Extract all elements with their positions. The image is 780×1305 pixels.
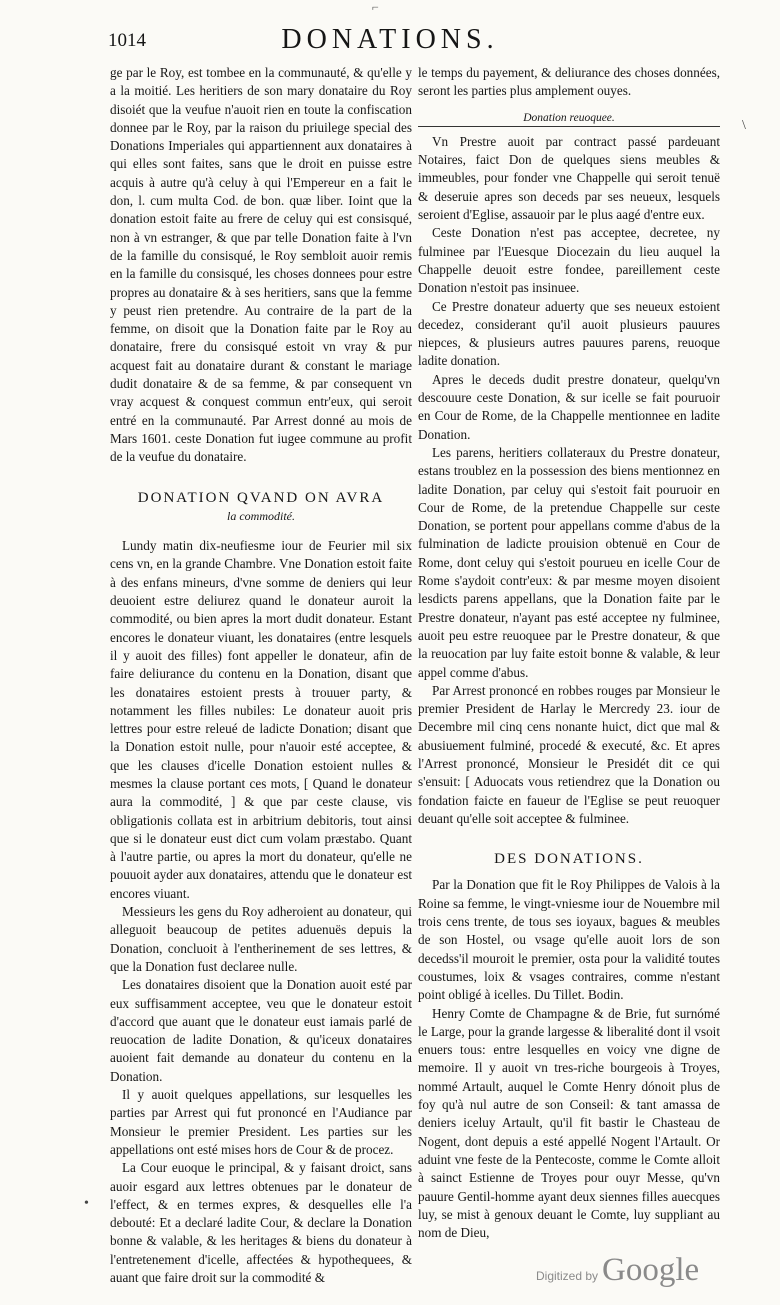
section-heading-sub: la commodité. (227, 508, 295, 523)
spacer (418, 828, 720, 840)
paragraph: Lundy matin dix-neufiesme iour de Feurier mil six cens vn, en la grande Chambre. Vne Donation estoit faite à des enfans mineurs, d'vne somme de deniers qui leur deuoient estre deliurez quand le donateur auroit la commodité, ou bien apres la mort dudit donateur. Estant encores le donateur viuant, les donataires (entre lesquels il y auoit des filles) font appeller le donateur, afin de faire deliurance du contenu en la Donation, disant que les donataires estoient prests à trouuer party, & notamment les filles nubiles: Le donateur auoit pris lettres pour estre releué de ladicte Donation; disant que la Donation estoit nulle, pour n'auoir esté acceptee, & que les clauses d'icelle Donation estoient nulles & mesmes la clause portant ces mots, [ Quand le donateur aura la commodité, ] & que par ceste clause, vis obligationis collata est in arbitrium debitoris, tout ainsi que si le donateur eust dict cum volam præstabo. Quant à l'autre partie, ou apres la mort du donateur, qu'elle ne pouuoit ayder aux donataires, attendu que le donateur est encores viuant. (110, 538, 412, 901)
spacer (418, 868, 720, 876)
paragraph: La Cour euoque le principal, & y faisant droict, sans auoir esgard aux lettres obtenues par le donateur de l'effect, & en termes expres, & desquelles elle l'a debouté: Et a declaré ladite Cour, & declare la Donation bonne & valable, & les heritages & biens du donateur à l'entretenement d'icelle, affectées & hypothequees, & auant que faire droit sur la commodité & (110, 1160, 412, 1285)
digitized-by-google-watermark (536, 1252, 699, 1289)
margin-mark: ⌐ (372, 0, 379, 14)
section-heading: DONATION QVAND ON AVRA (137, 489, 385, 506)
spacer (110, 529, 412, 537)
section-heading: DES DONATIONS. (494, 851, 644, 868)
paragraph: Par Arrest prononcé en robbes rouges par Monsieur le premier President de Harlay le Mercredy 23. iour de Decembre mil cinq cens nonante huict, dict que mal & abusiuement fulminé, procedé & executé, &c. Et apres l'Arrest prononcé, Monsieur le Presidét dit ce qui s'ensuit: [ Aduocats vous retiendrez que la Donation ou fondation faicte en faueur de l'Eglise se peut reuoquer deuant qu'elle soit acceptee & fulminee. (418, 682, 720, 826)
paragraph: Ceste Donation n'est pas acceptee, decretee, ny fulminee par l'Euesque Diocezain du lieu auquel la Chappelle deuoit estre fondee, pareillement ceste Donation n'estoit pas insinuee. (418, 225, 720, 296)
paragraph: Apres le deceds dudit prestre donateur, quelqu'vn descouure ceste Donation, & sur icelle se fait pouruoir en Cour de Rome, de la Chappelle mentionnee en ladite Donation. (418, 371, 720, 442)
rule-line (418, 126, 720, 127)
subheading: Donation reuoquee. (523, 111, 615, 124)
watermark-brand: Google (602, 1252, 700, 1288)
paragraph-continued: le temps du payement, & deliurance des choses données, seront les parties plus amplement ouyes. (418, 65, 720, 99)
paragraph: Les parens, heritiers collateraux du Prestre donateur, estans troublez en la possession des biens mentionnez en ladite Donation, par celuy qui s'estoit fait pouruoir en Cour de Rome, de la pretendue Chappelle sur ceste Donation, se portent pour appellans comme d'abus de la fulmination de ladicte prouision obtenuë en Cour de Rome, dont celuy qui s'estoit pourueu en icelle Cour de Rome s'aydoit contr'eux: & par mesme moyen disoient lesdicts parens appellans, que la Donation faite par le Prestre donateur, n'ayant pas esté acceptee ny fulminee, auoit peu estre reuoquee par le Prestre donateur, & que la reuocation par luy faite estoit bonne & valable, & leur appel comme d'abus. (418, 444, 720, 680)
watermark-prefix: Digitized by (536, 1269, 599, 1283)
page-number: 1014 (108, 30, 146, 51)
paragraph-continued: ge par le Roy, est tombee en la communauté, & qu'elle y a la moitié. Les heritiers de son mary donataire du Roy disoiét que la veufue n'auoit rien en toute la confiscation donnee par le Roy, par la raison du priuilege special des Donations Imperiales qui appartiennent aux donataires à qui elles sont faites, sans que le droit en puisse estre acquis à autre qu'à celuy à qui l'Empereur en a fait le don, l. cum multa Cod. de bon. quæ liber. Ioint que la donation estoit faite au frere de celuy qui est consisqué, non à vn estranger, & que par telle Donation faite à l'vn de la famille du consisqué, le Roy sembloit auoir remis en la famille du consisqué, les choses donnees pour estre propres au donataire & à ses heritiers, sans que la femme y peust rien pretendre. Au contraire de la part de la femme, on disoit que la Donation faite par le Roy au donataire, frere du consisqué estoit vn vray & pur acquest fait au donataire durant & constant le mariage dudit donataire & de sa femme, & par consequent vn vray acquest & conquest commun entr'eux, qui seroit entré en la communauté. Par Arrest donné au mois de Mars 1601. ceste Donation fut iugee commune au profit de la veufue du donataire. (110, 65, 412, 465)
left-column (110, 64, 412, 1287)
paragraph: Il y auoit quelques appellations, sur lesquelles les parties par Arrest qui fut prononcé en l'Audiance par Monsieur le premier President. Les parties sur les appellations ont esté mises hors de Cour & de procez. (110, 1087, 412, 1157)
right-column (418, 64, 720, 1242)
paragraph: Les donataires disoient que la Donation auoit esté par eux suffisamment acceptee, veu que le donateur estoit d'accord que auant que le donateur eust iamais parlé de reuocation de ladite Donation, & qu'iceux donataires auoient fait demande au donateur du contenu en la Donation. (110, 977, 412, 1084)
margin-mark: • (84, 1196, 89, 1211)
paragraph: Messieurs les gens du Roy adheroient au donateur, qui alleguoit beaucoup de petites aduenuës depuis la Donation, concluoit à l'entherinement de ses lettres, & que la Donation fust declaree nulle. (110, 904, 412, 974)
margin-mark: \ (742, 118, 746, 133)
paragraph: Par la Donation que fit le Roy Philippes de Valois à la Roine sa femme, le vingt-vniesme iour de Nouembre mil trois cens trente, de tous ses ioyaux, bagues & meubles de son Hostel, ou vsage qu'elle auoit lors de son decedss'il mouroit le premier, osta pour la validité toutes coustumes, loix & vsages contraires, comme n'estant point obligé à icelles. Du Tillet. Bodin. (418, 877, 720, 1003)
paragraph: Henry Comte de Champagne & de Brie, fut surnómé le Large, pour la grande largesse & liberalité dont il vsoit enuers tous: entre lesquelles en voicy vne digne de memoire. Il y auoit vn tres-riche bourgeois à Troyes, nommé Artault, auquel le Comte Henry dónoit plus de foy qu'à nul autre de son Conseil: & tant amassa de deniers iceluy Artault, qu'il fit bastir le Chasteau de Nogent, dont depuis a esté appellé Nogent l'Artault. Or aduint vne feste de la Pentecoste, comme le Comte alloit à sainct Estienne de Troyes pour ouyr Messe, qu'vn pauure Gentil-homme ayant deux siennes filles auecques luy, se mist à genoux deuant le Comte, luy suppliant au nom de Dieu, (418, 1005, 720, 1241)
running-title: DONATIONS. (281, 24, 499, 55)
paragraph: Vn Prestre auoit par contract passé pardeuant Notaires, faict Don de quelques siens meubles & immeubles, pour fonder vne Chappelle qui seroit tenuë & deseruie apres son deceds par ses neueux, lesquels seroient d'Eglise, assauoir par le plus aagé d'entre eux. (418, 133, 720, 223)
spacer (110, 467, 412, 479)
paragraph: Ce Prestre donateur aduerty que ses neueux estoient decedez, considerant qu'il auoit plusieurs pauures niepces, & plusieurs autres pauures parens, reuoque ladite donation. (418, 298, 720, 369)
